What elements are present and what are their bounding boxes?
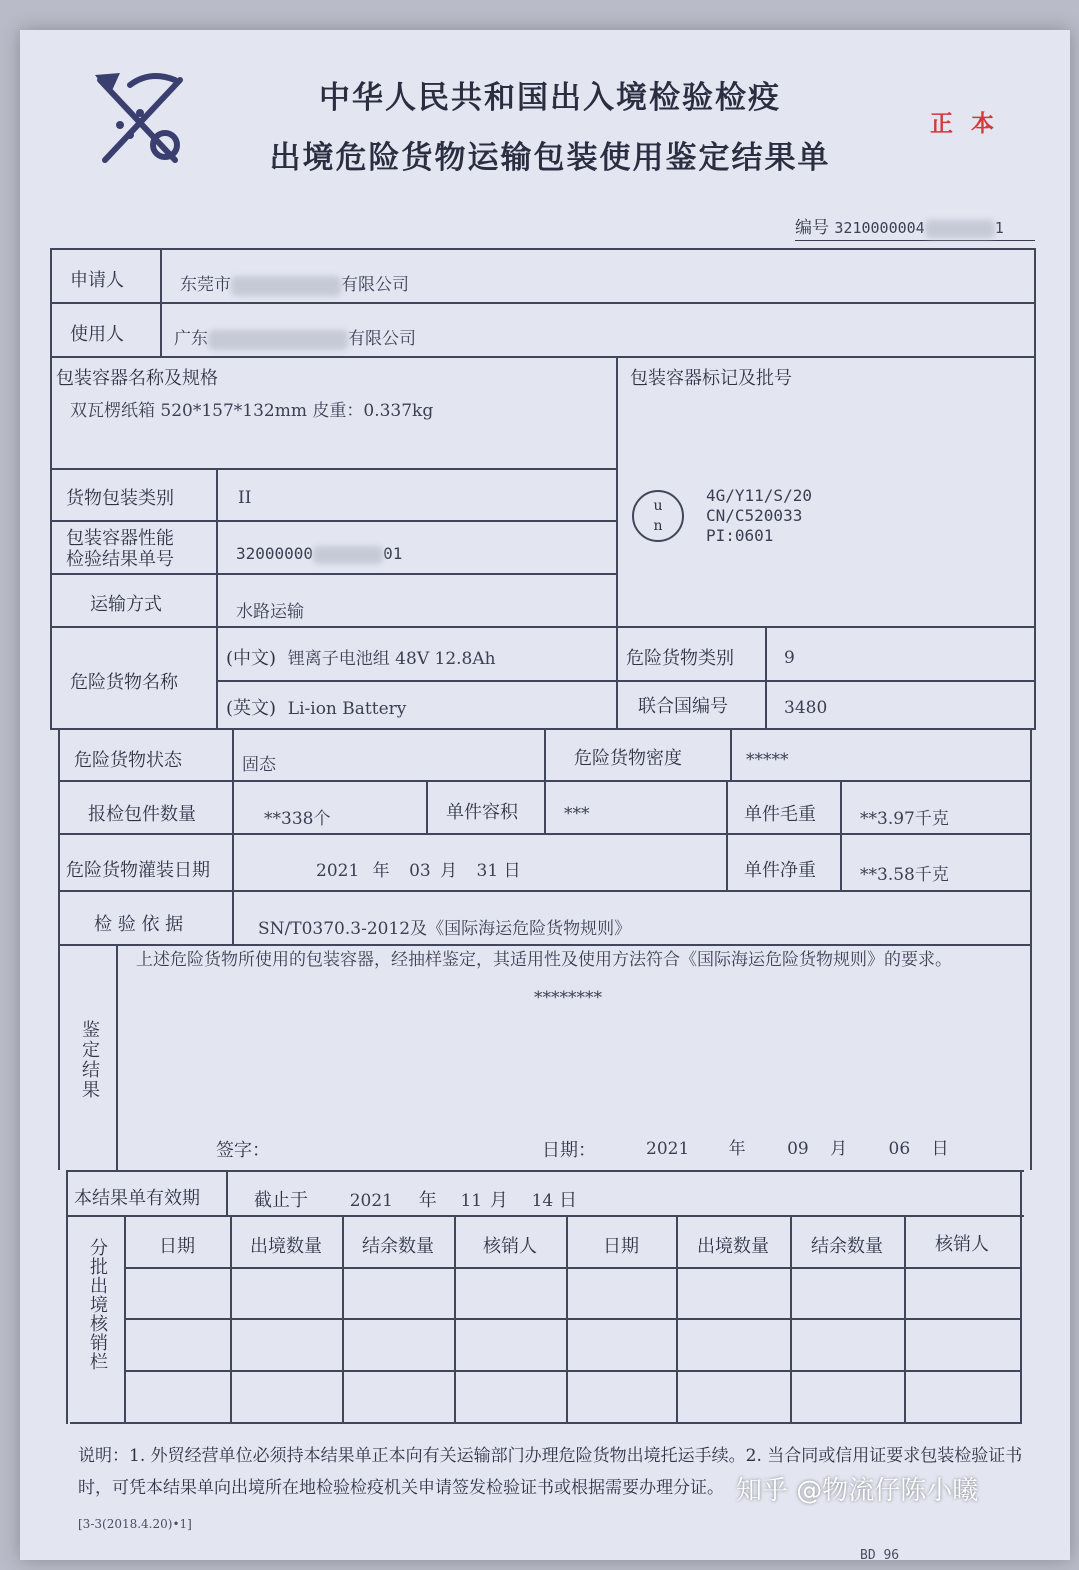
grid-line [544,728,546,780]
gross-weight-value: **3.97千克 [860,809,949,829]
redacted-block [313,546,383,564]
bottom-code: BD 96 [860,1548,900,1563]
batch-header: 结余数量 [811,1236,883,1257]
grid-line [66,1215,1024,1217]
fill-day-unit: 日 [503,861,521,881]
batch-label: 分批出境核销栏 [87,1238,108,1371]
un-number-value: 3480 [784,698,828,718]
net-weight-label: 单件净重 [744,860,816,881]
certificate-page [20,30,1070,1563]
container-name-label: 包装容器名称及规格 [56,368,218,389]
batch-header: 结余数量 [362,1236,434,1257]
container-mark-label: 包装容器标记及批号 [630,368,792,389]
grid-line [58,728,60,1170]
perf-label-line2: 检验结果单号 [66,549,174,570]
result-year: 2021 [646,1139,690,1159]
transport-label: 运输方式 [90,594,162,615]
batch-header: 出境数量 [697,1236,769,1257]
watermark: 知乎 @物流仔陈小曦 [736,1476,979,1506]
grid-line [124,1370,1020,1372]
validity-year: 2021 [349,1191,393,1211]
serial-label: 编号 [795,218,829,238]
instructions-note: 说明：1. 外贸经营单位必须持本结果单正本向有关运输部门办理危险货物出境托运手续。2. 当合同或信用证要求包装检验证书时，可凭本结果单向出境所在地检验检疫机关申请签发检验证书或根据需要办理分证。 [78,1446,1023,1498]
dg-name-cn [226,644,496,670]
serial-tail: 1 [994,219,1004,237]
mark-line: PI:0601 [706,526,774,545]
dg-class-label: 危险货物类别 [626,648,734,669]
grid-line [1034,248,1036,728]
perf-result-label [66,528,174,570]
original-copy-stamp: 正本 [930,111,1012,137]
result-day: 06 [888,1139,911,1159]
grid-line [58,944,1032,946]
result-label: 鉴定结果 [79,1020,100,1100]
fill-year: 2021 [316,861,360,881]
grid-line [226,1170,228,1215]
grid-line [544,780,546,833]
container-name-value: 双瓦楞纸箱 520*157*132mm 皮重：0.337kg [70,401,434,421]
dg-density-value: ***** [746,750,789,770]
grid-line [50,728,1036,730]
redacted-block [208,330,348,350]
serial-value: 3210000004 [834,219,925,237]
grid-line [840,780,842,890]
grid-line [58,833,1032,835]
un-symbol-bottom: n [653,518,663,534]
dg-cn-value: 锂离子电池组 48V 12.8Ah [287,649,496,669]
mark-line: CN/C520033 [706,506,803,525]
grid-line [50,468,618,470]
grid-line [1020,1170,1022,1424]
validity-label: 本结果单有效期 [74,1188,200,1209]
fill-month: 03 [409,861,431,881]
applicant-suffix: 有限公司 [341,275,409,295]
dg-state-value: 固态 [242,755,276,775]
unit-volume-value: *** [564,804,590,824]
grid-line [426,780,428,833]
gross-weight-label: 单件毛重 [744,804,816,825]
ciq-emblem-icon [80,65,200,175]
validity-year-unit: 年 [418,1190,437,1211]
applicant-prefix: 东莞市 [180,275,231,295]
result-day-unit: 日 [931,1139,949,1159]
grid-line [50,520,618,522]
grid-line [160,248,162,356]
transport-value: 水路运输 [236,602,304,622]
dg-en-tag: (英文) [226,698,277,719]
mark-line: 4G/Y11/S/20 [706,486,812,505]
validity-prefix: 截止于 [254,1190,308,1211]
redacted-block [925,220,995,238]
grid-line [232,728,234,944]
packing-class-value: II [238,488,252,508]
dg-name-en [226,694,406,720]
perf-prefix: 32000000 [236,544,314,563]
validity-month-unit: 月 [489,1190,508,1211]
grid-line [50,248,1036,250]
grid-line [50,573,618,575]
un-number-label: 联合国编号 [638,696,728,717]
grid-line [50,248,52,728]
fill-year-unit: 年 [372,861,390,881]
net-weight-value: **3.58千克 [860,865,949,885]
grid-line [70,1422,1020,1424]
grid-line [116,944,118,1170]
grid-line [124,1267,1020,1269]
result-date-value [646,1134,949,1159]
result-text: 上述危险货物所使用的包装容器，经抽样鉴定，其适用性及使用方法符合《国际海运危险货物规则》的要求。 [136,950,952,970]
perf-result-value [236,544,402,564]
result-year-unit: 年 [728,1139,746,1159]
user-label: 使用人 [70,324,124,345]
unit-volume-label: 单件容积 [446,802,518,823]
grid-line [50,302,1036,304]
dg-en-value: Li-ion Battery [287,699,407,719]
batch-header: 出境数量 [250,1236,322,1257]
fill-date-label: 危险货物灌装日期 [66,860,210,881]
grid-line [765,626,767,728]
inspection-basis-value: SN/T0370.3-2012及《国际海运危险货物规则》 [258,919,632,939]
perf-label-line1: 包装容器性能 [66,528,174,549]
grid-line [726,780,728,890]
applicant-label: 申请人 [70,270,124,291]
package-count-label: 报检包件数量 [88,804,196,825]
applicant-value [180,270,409,296]
dg-class-value: 9 [784,648,795,668]
validity-month: 11 [460,1191,483,1211]
dg-cn-tag: (中文) [226,648,277,669]
un-symbol-top: u [653,498,663,514]
grid-line [730,728,732,780]
grid-line [216,468,218,728]
dg-name-label: 危险货物名称 [70,672,178,693]
serial-number [795,213,1035,241]
result-stars: ******** [534,988,602,1008]
validity-value [254,1186,577,1212]
redacted-block [231,276,341,296]
dg-state-label: 危险货物状态 [74,750,182,771]
dg-density-label: 危险货物密度 [574,748,682,769]
validity-day-unit: 日 [558,1190,577,1211]
grid-line [66,1170,68,1424]
user-prefix: 广东 [174,329,208,349]
form-number: [3-3(2018.4.20)•1] [78,1517,192,1531]
batch-header: 核销人 [483,1236,537,1257]
grid-line [58,890,1032,892]
fill-month-unit: 月 [440,861,458,881]
grid-line [1030,728,1032,1170]
result-month: 09 [787,1139,809,1159]
sign-label: 签字： [216,1140,270,1161]
batch-header: 日期 [603,1236,639,1257]
user-value [174,324,416,350]
grid-line [50,356,1036,358]
result-date-label: 日期： [542,1140,596,1161]
title-line-2: 出境危险货物运输包装使用鉴定结果单 [269,140,831,176]
result-month-unit: 月 [830,1139,848,1159]
inspection-basis-label: 检 验 依 据 [94,914,184,935]
batch-header: 核销人 [935,1234,989,1255]
grid-line [66,1170,1024,1172]
container-mark-lines [706,486,812,546]
package-count-value: **338个 [264,809,331,829]
un-packaging-symbol [632,490,684,542]
user-suffix: 有限公司 [348,329,416,349]
validity-day: 14 [531,1191,554,1211]
perf-suffix: 01 [383,544,403,563]
fill-date-value [316,856,521,881]
batch-header: 日期 [159,1236,195,1257]
packing-class-label: 货物包装类别 [66,488,174,509]
grid-line [124,1318,1020,1320]
grid-line [216,680,1036,682]
grid-line [616,356,618,728]
grid-line [50,626,1036,628]
title-line-1: 中华人民共和国出入境检验检疫 [319,80,781,116]
fill-day: 31 [476,861,499,881]
